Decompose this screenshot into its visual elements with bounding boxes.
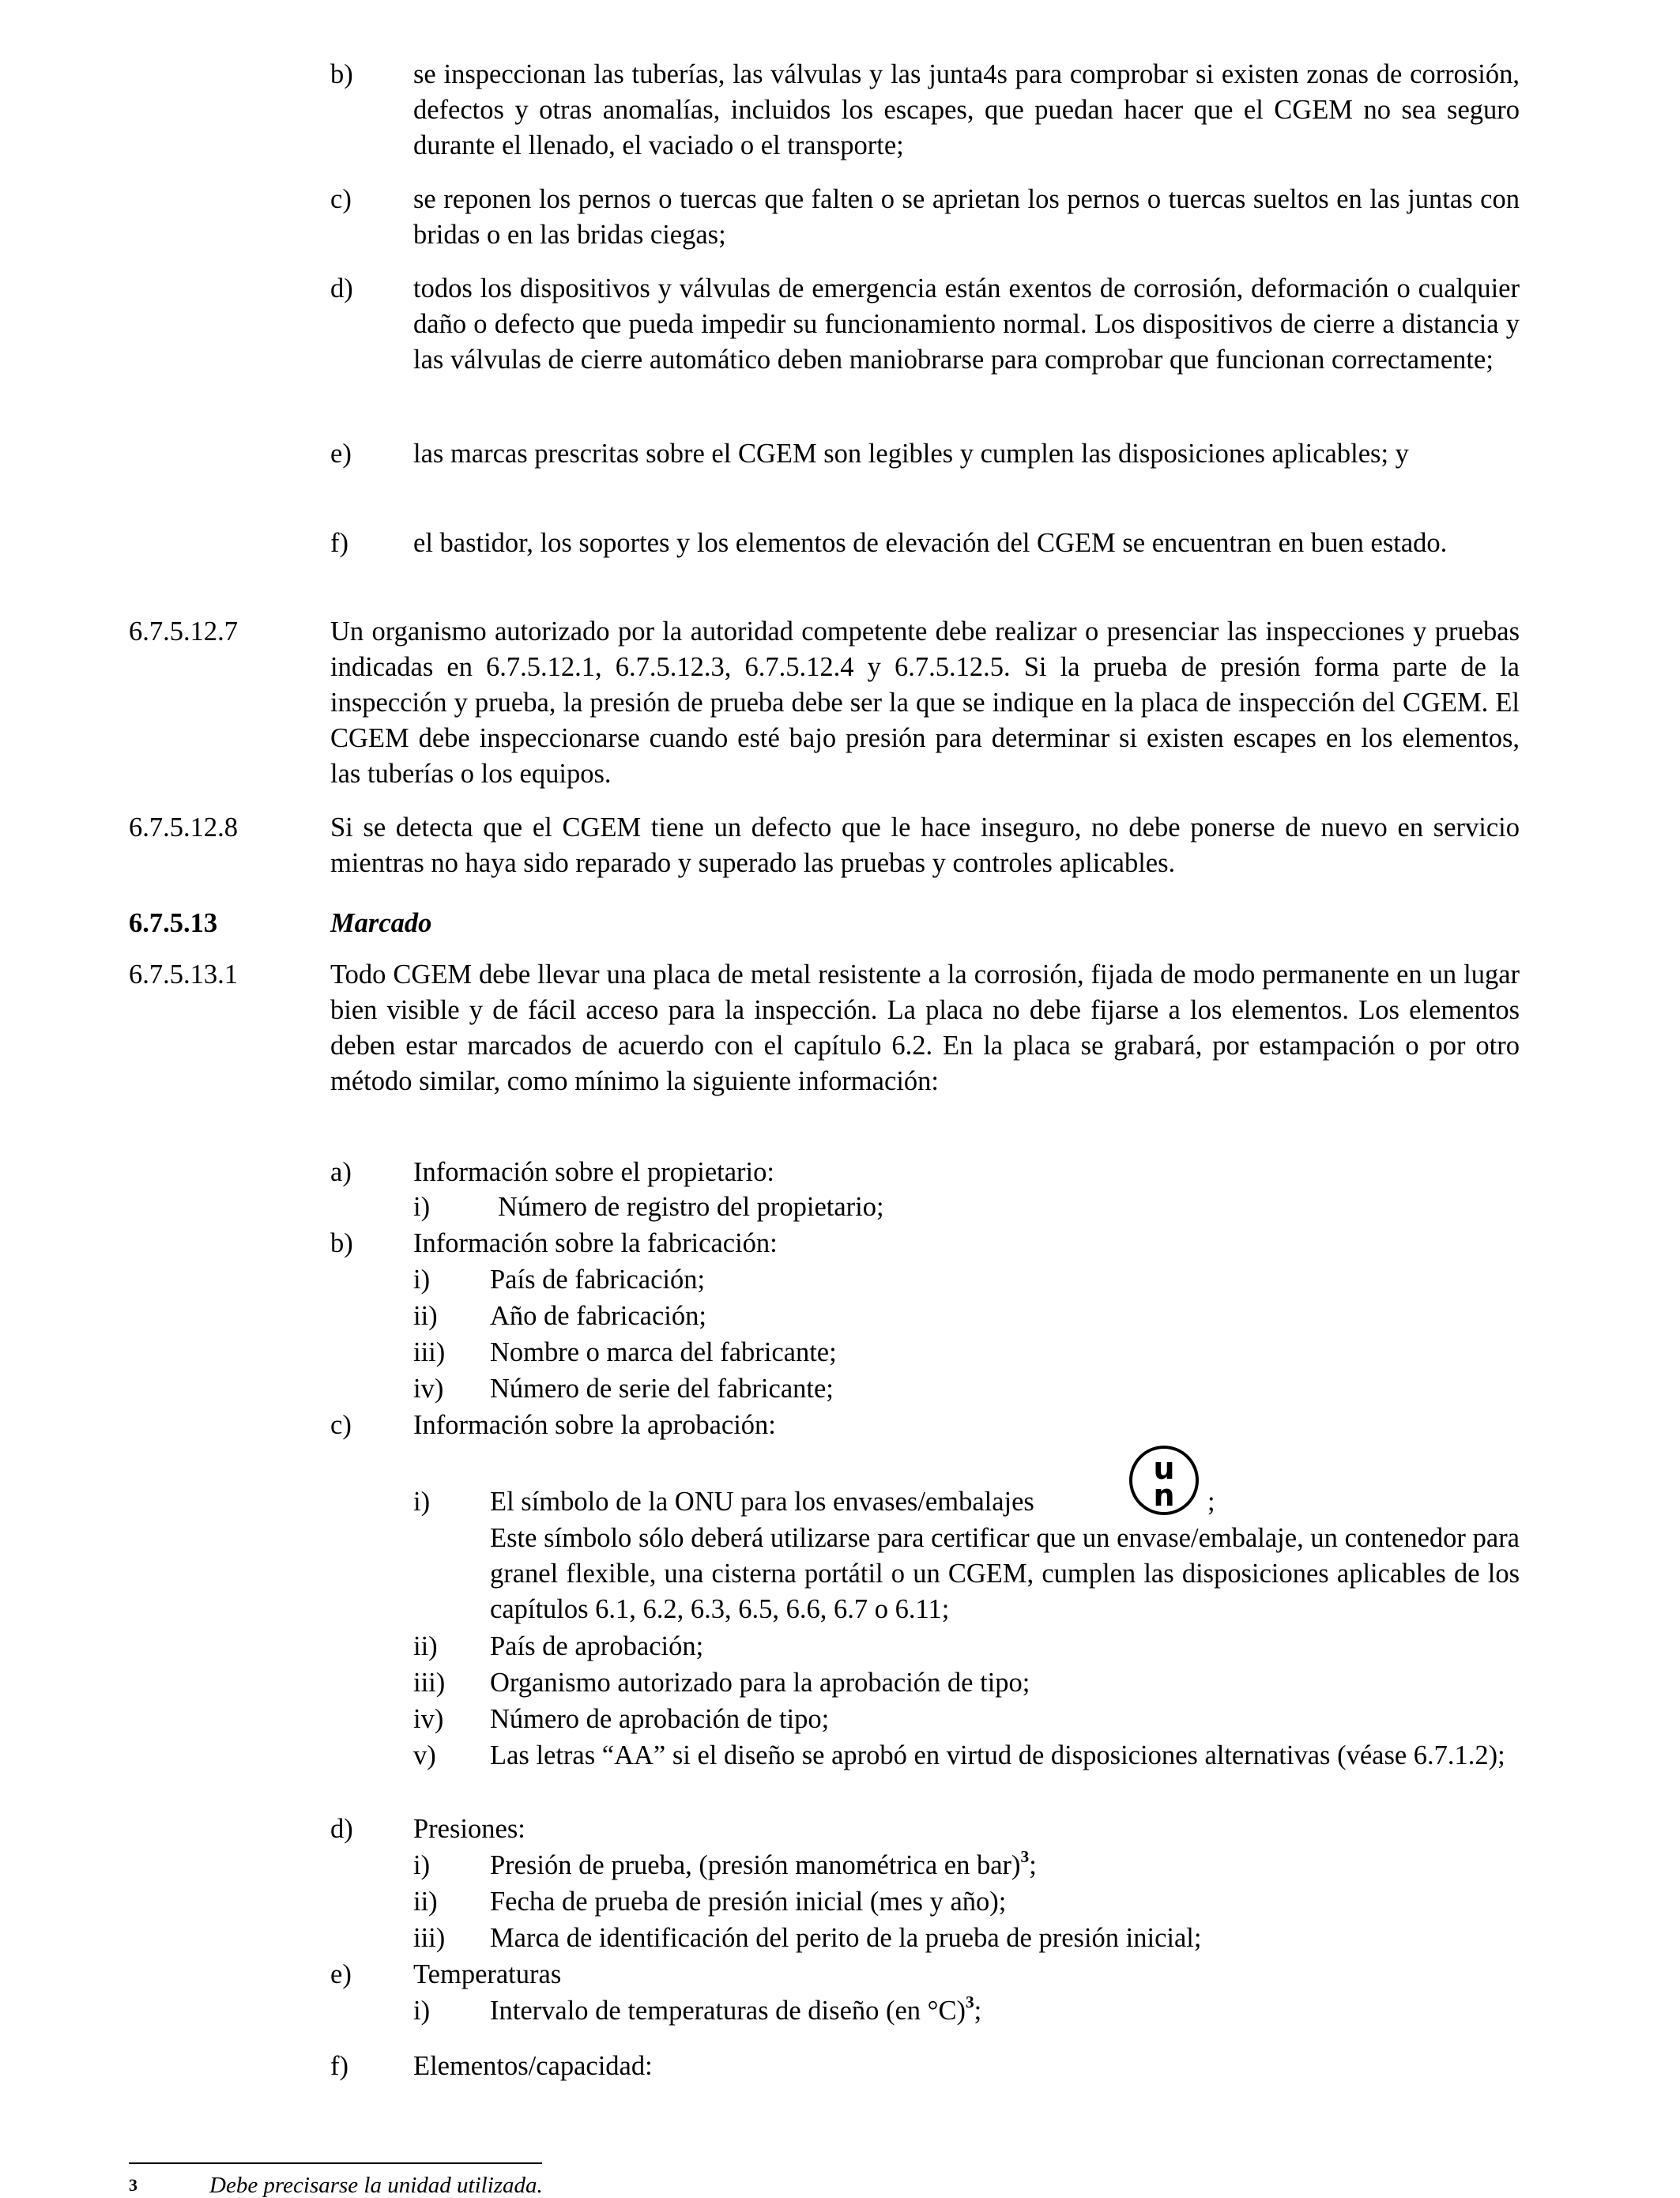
un-symbol-u: u	[1153, 1451, 1175, 1486]
marking-d-i-main: Presión de prueba, (presión manométrica en bar)	[490, 1850, 1021, 1880]
marking-c-iv-label: iv)	[413, 1704, 444, 1734]
marking-c-iii-label: iii)	[413, 1668, 446, 1698]
marking-a-i-text: Número de registro del propietario;	[498, 1192, 884, 1222]
marking-title-f: Elementos/capacidad:	[413, 2051, 653, 2081]
section-text-12-8: Si se detecta que el CGEM tiene un defecto que le hace inseguro, no debe ponerse de nuevo en servicio mientras no haya sido reparado y superado las pruebas y controles aplicables.	[330, 812, 1520, 878]
section-text-12-7: Un organismo autorizado por la autoridad competente debe realizar o presenciar las inspecciones y pruebas indicadas en 6.7.5.12.1, 6.7.5.12.3, 6.7.5.12.4 y 6.7.5.12.5. Si la prueba de presión forma parte de la inspección y prueba, la presión de prueba debe ser la que se indique en la placa de inspección del CGEM. El CGEM debe inspeccionarse cuando esté bajo presión para determinar si existen escapes en los elementos, las tuberías o los equipos.	[330, 616, 1520, 789]
marking-label-b: b)	[330, 1228, 353, 1258]
section-text-13-1: Todo CGEM debe llevar una placa de metal resistente a la corrosión, fijada de modo permanente en un lugar bien visible y de fácil acceso para la inspección. La placa no debe fijarse a los elementos. Los elementos deben estar marcados de acuerdo con el capítulo 6.2. En la placa se grabará, por estampación o por otro método similar, como mínimo la siguiente información:	[330, 960, 1520, 1096]
list-item-b: se inspeccionan las tuberías, las válvulas y las junta4s para comprobar si existen zonas de corrosión, defectos y otras anomalías, incluidos los escapes, que puedan hacer que el CGEM no sea seguro durante el llenado, el vaciado o el transporte;	[413, 59, 1520, 160]
list-label-d: d)	[330, 273, 353, 303]
marking-e-i-label: i)	[413, 1996, 431, 2026]
list-label-f: f)	[330, 528, 348, 558]
marking-title-d: Presiones:	[413, 1814, 525, 1844]
footnote-text: Debe precisarse la unidad utilizada.	[209, 2173, 543, 2198]
list-item-d: todos los dispositivos y válvulas de emergencia están exentos de corrosión, deformación o cualquier daño o defecto que pueda impedir su funcionamiento normal. Los dispositivos de cierre a distancia y las válvulas de cierre automático deben maniobrarse para comprobar que funcionan correctamente;	[413, 273, 1520, 375]
footnote-ref: 3	[1020, 1847, 1030, 1867]
footnote-ref: 3	[965, 1993, 974, 2012]
footnote-divider	[129, 2162, 542, 2164]
marking-label-f: f)	[330, 2051, 348, 2081]
marking-d-i-label: i)	[413, 1850, 431, 1880]
marking-d-i-text	[490, 1848, 1037, 1883]
marking-c-i-suffix: ;	[1207, 1487, 1215, 1517]
marking-b-iii-text: Nombre o marca del fabricante;	[490, 1337, 837, 1367]
marking-c-ii-label: ii)	[413, 1631, 438, 1661]
marking-d-ii-text: Fecha de prueba de presión inicial (mes y año);	[490, 1887, 1007, 1917]
marking-d-i-end: ;	[1029, 1850, 1037, 1880]
section-number-12-8: 6.7.5.12.8	[129, 812, 238, 843]
marking-c-ii-text: País de aprobación;	[490, 1631, 704, 1661]
un-symbol-n: n	[1153, 1478, 1175, 1513]
marking-b-i-text: País de fabricación;	[490, 1265, 706, 1295]
marking-d-iii-label: iii)	[413, 1923, 446, 1953]
un-packaging-symbol	[1128, 1444, 1200, 1517]
marking-e-i-text	[490, 1993, 981, 2029]
list-item-e: las marcas prescritas sobre el CGEM son legibles y cumplen las disposiciones aplicables; y	[413, 439, 1409, 469]
heading-title: Marcado	[330, 908, 432, 938]
list-label-e: e)	[330, 439, 352, 469]
marking-a-i-label: i)	[413, 1192, 431, 1222]
marking-c-v-text: Las letras “AA” si el diseño se aprobó en virtud de disposiciones alternativas (véase 6.7.1.2);	[490, 1740, 1505, 1770]
list-label-c: c)	[330, 184, 352, 214]
marking-label-a: a)	[330, 1157, 352, 1187]
marking-b-iv-label: iv)	[413, 1374, 444, 1404]
marking-c-i-text: El símbolo de la ONU para los envases/embalajes	[490, 1487, 1034, 1517]
marking-label-c: c)	[330, 1410, 352, 1440]
marking-c-iii-text: Organismo autorizado para la aprobación de tipo;	[490, 1668, 1030, 1698]
marking-title-c: Información sobre la aprobación:	[413, 1410, 776, 1440]
marking-title-b: Información sobre la fabricación:	[413, 1228, 778, 1258]
marking-c-i-label: i)	[413, 1487, 431, 1517]
marking-d-iii-text: Marca de identificación del perito de la prueba de presión inicial;	[490, 1923, 1202, 1953]
marking-c-iv-text: Número de aprobación de tipo;	[490, 1704, 830, 1734]
list-item-c: se reponen los pernos o tuercas que falten o se aprietan los pernos o tuercas sueltos en las juntas con bridas o en las bridas ciegas;	[413, 184, 1520, 250]
marking-b-iv-text: Número de serie del fabricante;	[490, 1374, 834, 1404]
marking-d-ii-label: ii)	[413, 1887, 438, 1917]
marking-title-e: Temperaturas	[413, 1959, 562, 1989]
section-number-12-7: 6.7.5.12.7	[129, 616, 238, 647]
list-label-b: b)	[330, 59, 353, 89]
marking-e-i-main: Intervalo de temperaturas de diseño (en °C)	[490, 1996, 966, 2026]
list-item-f: el bastidor, los soportes y los elementos de elevación del CGEM se encuentran en buen estado.	[413, 528, 1448, 558]
marking-b-iii-label: iii)	[413, 1337, 446, 1367]
marking-b-ii-label: ii)	[413, 1301, 438, 1331]
marking-e-i-end: ;	[974, 1996, 982, 2026]
marking-c-v-label: v)	[413, 1740, 436, 1770]
marking-label-d: d)	[330, 1814, 353, 1844]
marking-label-e: e)	[330, 1959, 352, 1989]
marking-b-i-label: i)	[413, 1265, 431, 1295]
marking-title-a: Información sobre el propietario:	[413, 1157, 774, 1187]
marking-b-ii-text: Año de fabricación;	[490, 1301, 706, 1331]
footnote-number: 3	[129, 2175, 137, 2195]
marking-c-i-note: Este símbolo sólo deberá utilizarse para certificar que un envase/embalaje, un contenedor para granel flexible, una cisterna portátil o un CGEM, cumplen las disposiciones aplicables de los capítulos 6.1, 6.2, 6.3, 6.5, 6.6, 6.7 o 6.11;	[490, 1523, 1520, 1624]
heading-number: 6.7.5.13	[129, 908, 218, 938]
section-number-13-1: 6.7.5.13.1	[129, 960, 238, 990]
